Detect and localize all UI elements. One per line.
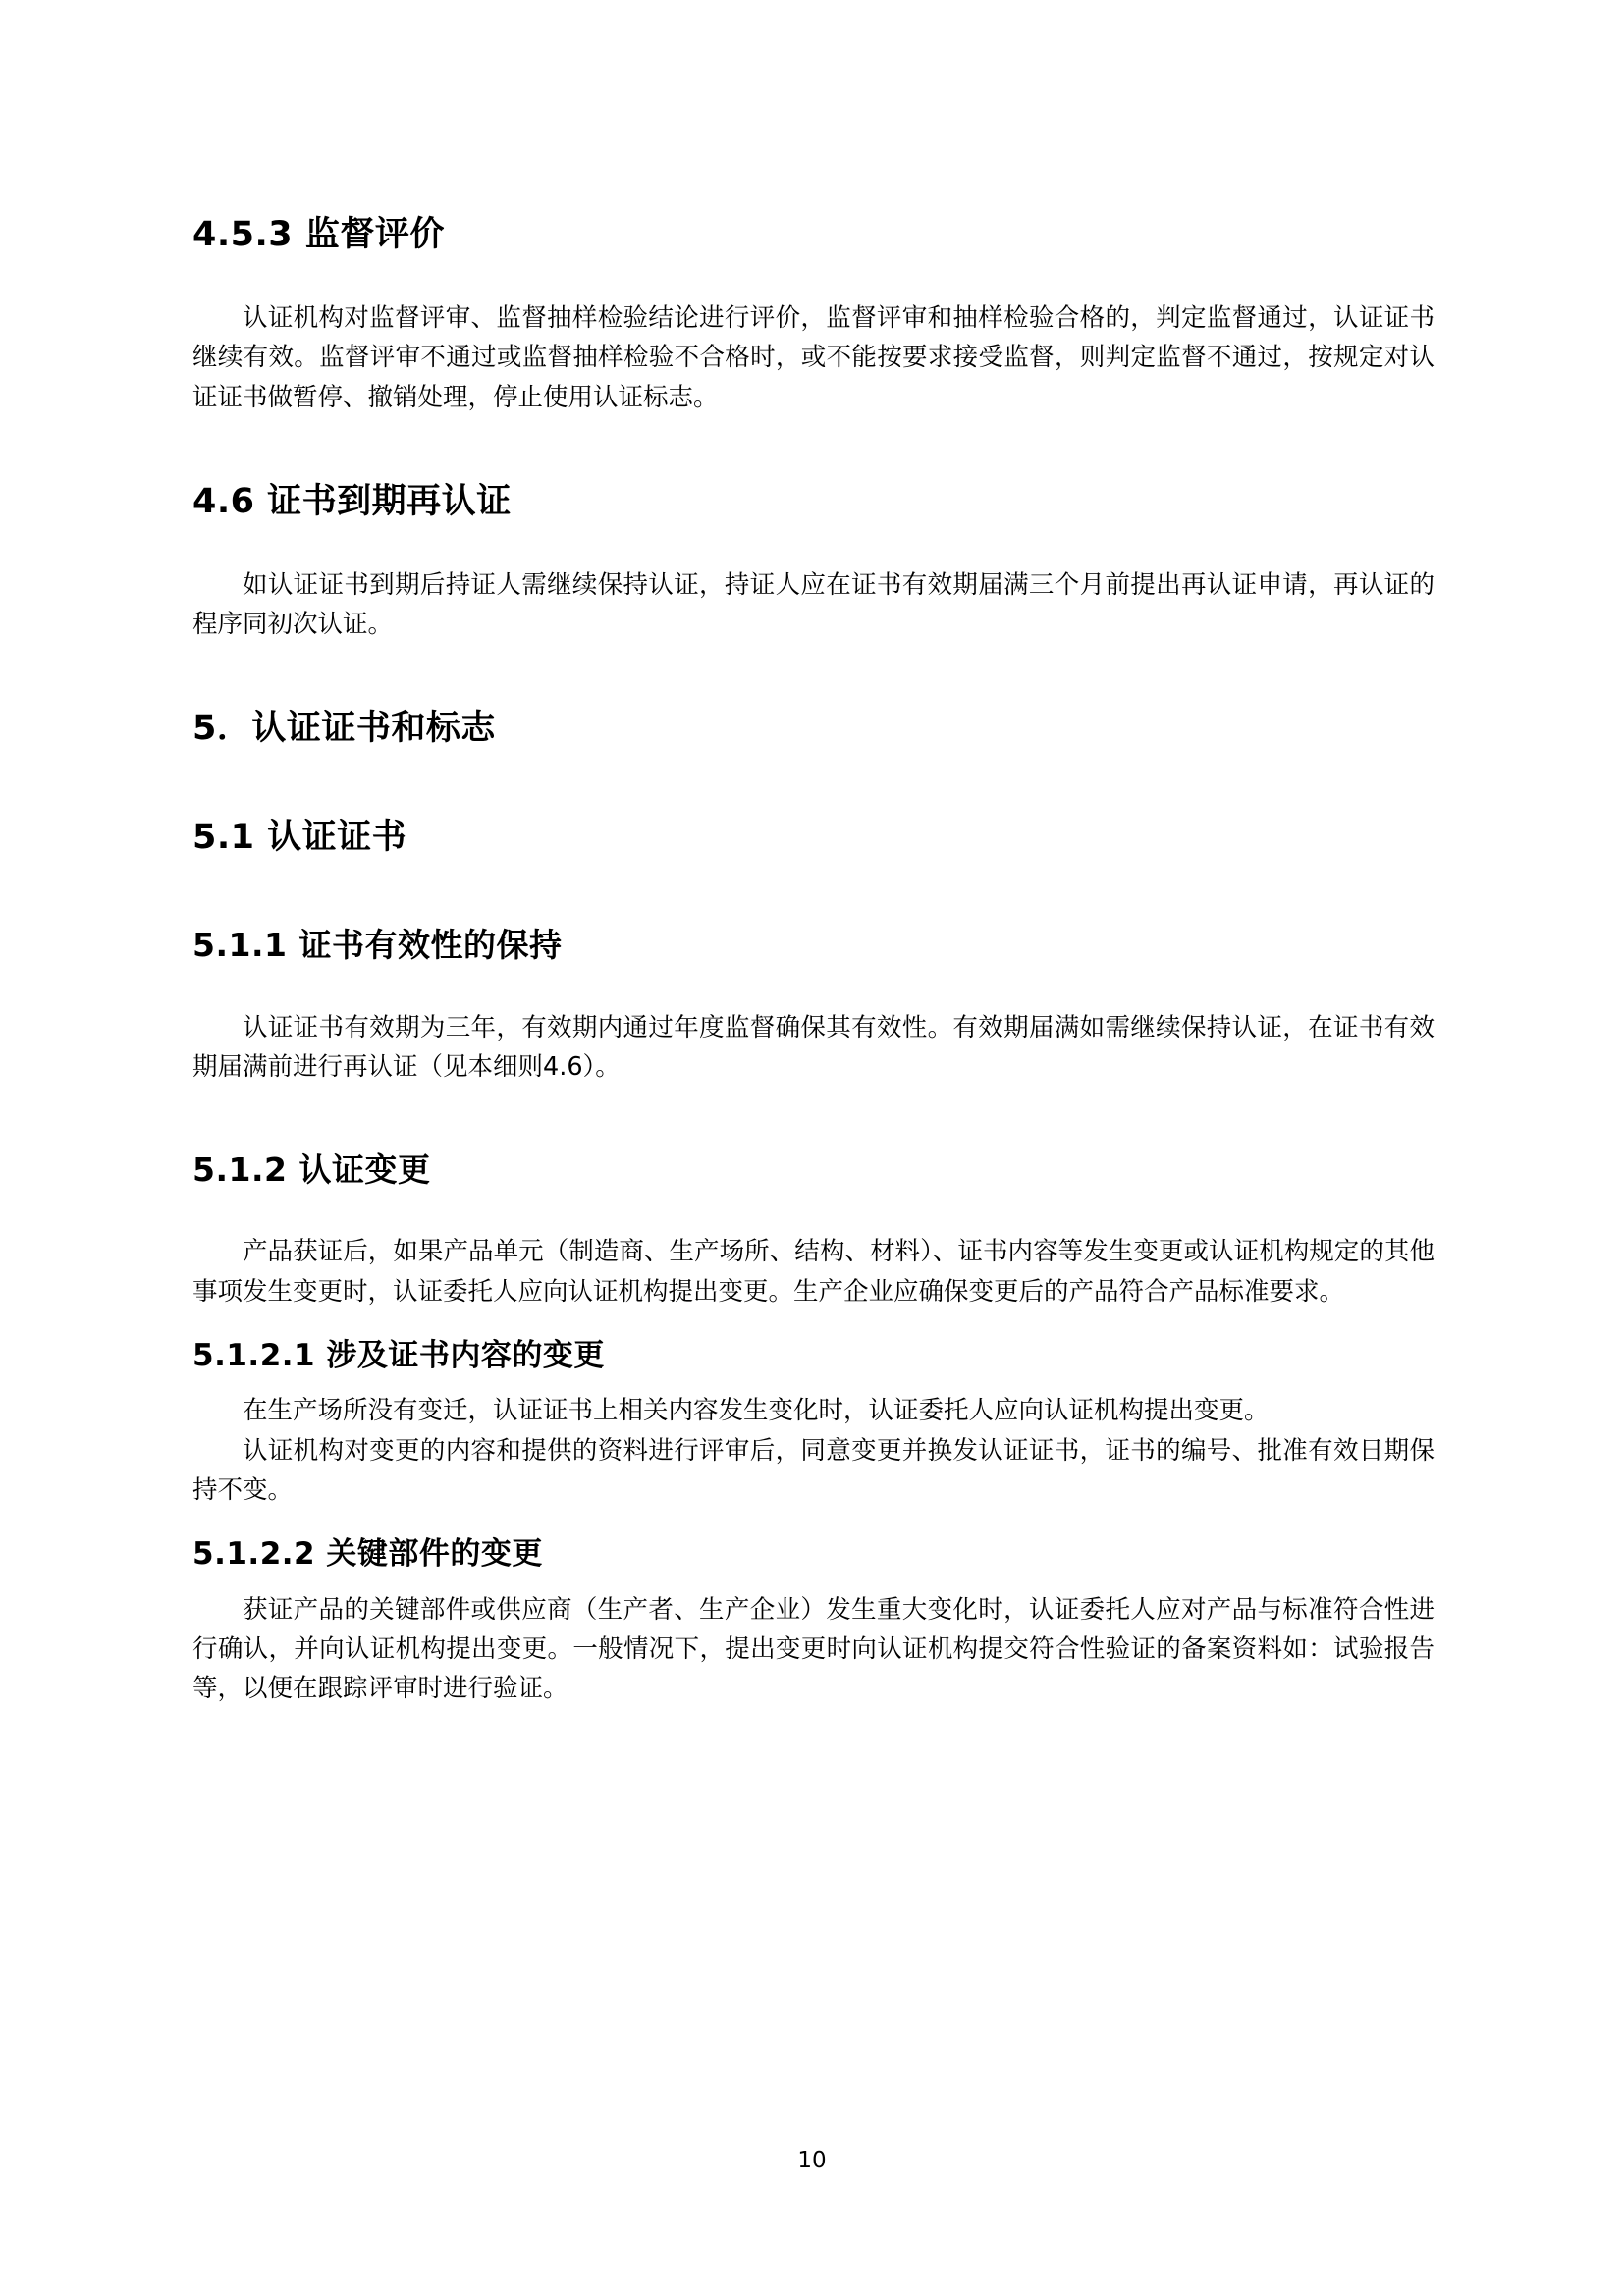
page-number: 10 bbox=[797, 2148, 827, 2173]
paragraph-5-1-2-1-a: 在生产场所没有变迁，认证证书上相关内容发生变化时，认证委托人应向认证机构提出变更。 bbox=[243, 1396, 1270, 1426]
paragraph-5-1-2-1-b: 认证机构对变更的内容和提供的资料进行评审后，同意变更并换发认证证书，证书的编号、批准有效日期保持不变。 bbox=[192, 1435, 1435, 1505]
section-heading-5-1-2-1: 5.1.2.1 涉及证书内容的变更 bbox=[192, 1337, 605, 1373]
section-heading-5-1: 5.1 认证证书 bbox=[192, 818, 407, 858]
paragraph-5-1-1: 认证证书有效期为三年，有效期内通过年度监督确保其有效性。有效期届满如需继续保持认证，在证书有效期届满前进行再认证（见本细则4.6）。 bbox=[192, 1012, 1435, 1082]
section-heading-5: 5．认证证书和标志 bbox=[192, 709, 496, 749]
document-body bbox=[192, 211, 1435, 1708]
paragraph-5-1-2: 产品获证后，如果产品单元（制造商、生产场所、结构、材料）、证书内容等发生变更或认证机构规定的其他事项发生变更时，认证委托人应向认证机构提出变更。生产企业应确保变更后的产品符合产品标准要求。 bbox=[192, 1237, 1435, 1307]
section-heading-4-6: 4.6 证书到期再认证 bbox=[192, 481, 512, 521]
section-heading-4-5-3: 4.5.3 监督评价 bbox=[192, 215, 445, 254]
section-heading-5-1-2-2: 5.1.2.2 关键部件的变更 bbox=[192, 1536, 543, 1573]
paragraph-4-6: 如认证证书到期后持证人需继续保持认证，持证人应在证书有效期届满三个月前提出再认证申请，再认证的程序同初次认证。 bbox=[192, 569, 1435, 640]
section-heading-5-1-2: 5.1.2 认证变更 bbox=[192, 1150, 431, 1190]
paragraph-5-1-2-2: 获证产品的关键部件或供应商（生产者、生产企业）发生重大变化时，认证委托人应对产品与标准符合性进行确认，并向认证机构提出变更。一般情况下，提出变更时向认证机构提交符合性验证的备案资料如：试验报告等，以便在跟踪评审时进行验证。 bbox=[192, 1594, 1435, 1704]
section-heading-5-1-1: 5.1.1 证书有效性的保持 bbox=[192, 926, 563, 965]
paragraph-4-5-3: 认证机构对监督评审、监督抽样检验结论进行评价，监督评审和抽样检验合格的，判定监督通过，认证证书继续有效。监督评审不通过或监督抽样检验不合格时，或不能按要求接受监督，则判定监督不通过，按规定对认证证书做暂停、撤销处理，停止使用认证标志。 bbox=[192, 303, 1435, 412]
